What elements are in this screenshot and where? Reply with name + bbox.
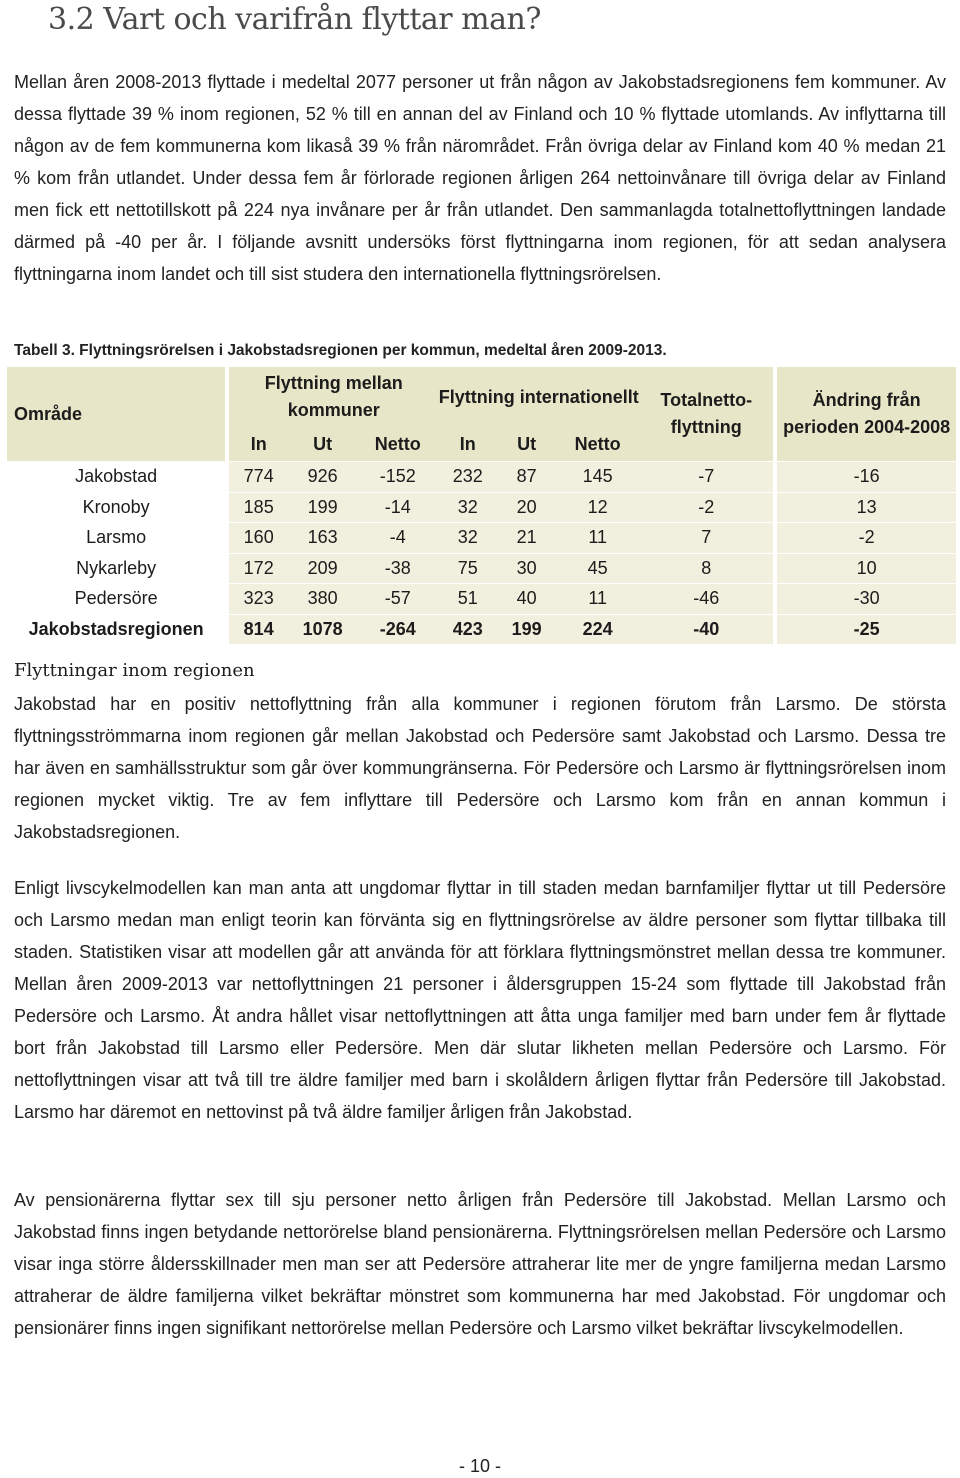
table-cell: 11 [556, 522, 639, 553]
subheader-out: Ut [497, 427, 556, 461]
table-cell: 323 [229, 583, 288, 614]
row-area-name: Pedersöre [7, 583, 225, 614]
table-cell: -30 [777, 583, 956, 614]
table-cell: -7 [639, 461, 773, 492]
table-cell: -4 [357, 522, 438, 553]
table-row [7, 492, 956, 523]
table-cell: -2 [639, 492, 773, 523]
table-cell: 423 [438, 614, 497, 645]
table-cell: -264 [357, 614, 438, 645]
row-area-name: Nykarleby [7, 553, 225, 584]
table-cell: 224 [556, 614, 639, 645]
table-cell: -38 [357, 553, 438, 584]
row-area-name: Jakobstadsregionen [7, 614, 225, 645]
paragraph-2: Enligt livscykelmodellen kan man anta att ungdomar flyttar in till staden medan barnfamiljer flyttar ut till Pedersöre och Larsmo medan man enligt teorin kan förvänta sig en flyttningsrörelse av äldre personer som flyttar tillbaka till staden. Statistiken visar att modellen går att använda för att förklara flyttningsmönstret mellan dessa tre kommuner. Mellan åren 2009-2013 var nettoflyttningen 21 personer i åldersgruppen 15-24 som flyttade till Jakobstad från Pedersöre och Larsmo. Åt andra hållet visar nettoflyttningen att åtta unga familjer med barn under fem år flyttade bort från Jakobstad till Larsmo eller Pedersöre. Men där slutar likheten mellan Pedersöre och Larsmo. För nettoflyttningen visar att två till tre äldre familjer med barn i skolåldern årligen flyttar från Pedersöre till Jakobstad. Larsmo har däremot en nettovinst på två äldre familjer årligen från Jakobstad. [14, 878, 946, 1122]
table-cell: -57 [357, 583, 438, 614]
table-cell: 10 [777, 553, 956, 584]
page-number: - 10 - [458, 1456, 501, 1476]
table-row [7, 583, 956, 614]
table-cell: 75 [438, 553, 497, 584]
table-cell: 45 [556, 553, 639, 584]
table-cell: 1078 [288, 614, 357, 645]
table-cell: 160 [229, 522, 288, 553]
subheader-net: Netto [357, 427, 438, 461]
paragraph-1: Jakobstad har en positiv nettoflyttning från alla kommuner i regionen förutom från Larsmo. De största flyttningsströmmarna inom regionen går mellan Jakobstad och Pedersöre samt Jakobstad och Larsmo. Dessa tre har även en samhällsstruktur som går över kommungränserna. För Pedersöre och Larsmo är flyttningsrörelsen inom regionen mycket viktig. Tre av fem inflyttare till Pedersöre och Larsmo kom från en annan kommun i Jakobstadsregionen. [14, 694, 946, 842]
table-cell: 185 [229, 492, 288, 523]
paragraph-3: Av pensionärerna flyttar sex till sju personer netto årligen från Pedersöre till Jakobstad. Mellan Larsmo och Jakobstad finns ingen betydande nettorörelse bland pensionärerna. Flyttningsrörelsen mellan Pedersöre och Larsmo visar inga större åldersskillnader men man ser att Pedersöre attraherar lite mer de yngre familjerna medan Larsmo attraherar de äldre familjerna vilket bekräftar mönstret som kommunerna har med Jakobstad. För ungdomar och pensionärer finns ingen signifikant nettorörelse mellan Pedersöre och Larsmo vilket bekräftar livscykelmodellen. [14, 1190, 946, 1338]
table-cell: 172 [229, 553, 288, 584]
table-cell: 774 [229, 461, 288, 492]
table-cell: 13 [777, 492, 956, 523]
intro-paragraph: Mellan åren 2008-2013 flyttade i medeltal 2077 personer ut från någon av Jakobstadsregionens fem kommuner. Av dessa flyttade 39 % inom regionen, 52 % till en annan del av Finland och 10 % flyttade utomlands. Av inflyttarna till någon av de fem kommunerna kom likaså 39 % från närområdet. Från övriga delar av Finland kom 40 % medan 21 % kom från utlandet. Under dessa fem år förlorade regionen årligen 264 nettoinvånare till övriga delar av Finland men fick ett nettotillskott på 224 nya invånare per år från utlandet. Den sammanlagda totalnettoflyttningen landade därmed på -40 per år. I följande avsnitt undersöks först flyttningarna inom regionen, för att sedan analysera flyttningarna inom landet och till sist studera den internationella flyttningsrörelsen. [14, 72, 946, 284]
row-area-name: Kronoby [7, 492, 225, 523]
subheader-in: In [229, 427, 288, 461]
table-cell: 30 [497, 553, 556, 584]
table-cell: -152 [357, 461, 438, 492]
table-cell: 11 [556, 583, 639, 614]
subheader-out: Ut [288, 427, 357, 461]
table-row [7, 522, 956, 553]
header-total-net: Totalnetto-flyttning [639, 367, 773, 461]
table-cell: 8 [639, 553, 773, 584]
row-area-name: Jakobstad [7, 461, 225, 492]
table-cell: 32 [438, 492, 497, 523]
migration-table [7, 367, 956, 644]
header-area: Område [7, 367, 225, 461]
section-heading: 3.2 Vart och varifrån flyttar man? [48, 2, 541, 37]
table-row [7, 461, 956, 492]
table-cell: 163 [288, 522, 357, 553]
table-cell: 232 [438, 461, 497, 492]
table-cell: 7 [639, 522, 773, 553]
table-cell: 51 [438, 583, 497, 614]
table-cell: -2 [777, 522, 956, 553]
subheading: Flyttningar inom regionen [14, 660, 255, 681]
table-cell: 926 [288, 461, 357, 492]
table-row [7, 614, 956, 645]
subheader-in: In [438, 427, 497, 461]
table-cell: 199 [288, 492, 357, 523]
table-row [7, 553, 956, 584]
table-cell: -25 [777, 614, 956, 645]
header-change: Ändring från perioden 2004-2008 [777, 367, 956, 461]
table-cell: 12 [556, 492, 639, 523]
table-cell: 32 [438, 522, 497, 553]
header-international: Flyttning internationellt [438, 367, 639, 427]
row-area-name: Larsmo [7, 522, 225, 553]
table-cell: -14 [357, 492, 438, 523]
table-cell: 380 [288, 583, 357, 614]
table-cell: 87 [497, 461, 556, 492]
table-caption: Tabell 3. Flyttningsrörelsen i Jakobstadsregionen per kommun, medeltal åren 2009-2013. [14, 342, 667, 359]
table-cell: 21 [497, 522, 556, 553]
subheader-net: Netto [556, 427, 639, 461]
table-cell: 145 [556, 461, 639, 492]
table-cell: 209 [288, 553, 357, 584]
table-cell: 40 [497, 583, 556, 614]
table-cell: -16 [777, 461, 956, 492]
table-cell: 199 [497, 614, 556, 645]
table-cell: 814 [229, 614, 288, 645]
table-cell: -46 [639, 583, 773, 614]
table-cell: -40 [639, 614, 773, 645]
header-between-municipalities: Flyttning mellan kommuner [229, 367, 438, 427]
table-cell: 20 [497, 492, 556, 523]
